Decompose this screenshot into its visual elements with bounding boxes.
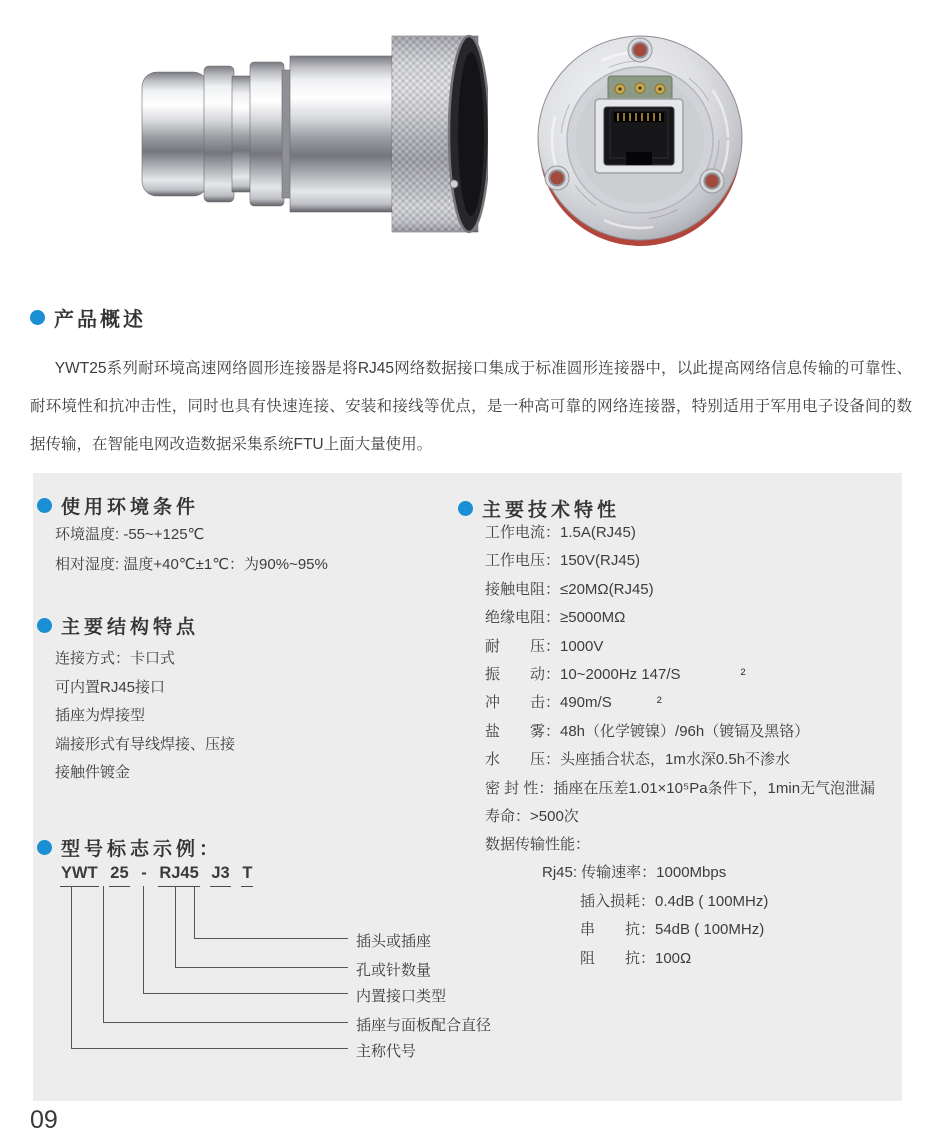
transmission-item: 阻 抗：100Ω [580, 949, 692, 967]
rj45-port [595, 99, 683, 173]
tech-spec-item: 冲 击：490m/S ² [485, 694, 662, 712]
tech-spec-item: 振 动：10~2000Hz 147/S ² [485, 666, 746, 684]
model-part: RJ45 [158, 864, 199, 887]
overview-title: 产品概述 [54, 309, 146, 331]
transmission-item: 插入损耗：0.4dB ( 100MHz) [580, 892, 769, 910]
bullet-icon [37, 840, 52, 855]
environment-item: 相对湿度: 温度+40℃±1℃：为90%~95% [55, 556, 328, 573]
model-title: 型号标志示例： [61, 839, 223, 860]
model-section-header [37, 834, 222, 861]
transmission-item: Rj45: 传输速率：1000Mbps [542, 864, 727, 881]
environment-section-header [37, 492, 199, 519]
model-part: J3 [210, 864, 230, 887]
bullet-icon [37, 498, 52, 513]
structure-item: 连接方式：卡口式 [55, 650, 176, 667]
model-part: YWT [60, 864, 99, 887]
coupling-nut [392, 36, 488, 232]
transmission-list [542, 859, 768, 973]
tech-section-header [458, 495, 620, 522]
model-part: 25 [109, 864, 129, 887]
mounting-hole [628, 38, 652, 62]
tech-spec-item: 接触电阻：≤20MΩ(RJ45) [485, 580, 654, 598]
callout-label: 插头或插座 [356, 933, 432, 950]
tech-spec-item: 密 封 性：插座在压差1.01×10⁵Pa条件下，1min无气泡泄漏 [485, 779, 876, 797]
bullet-icon [37, 618, 52, 633]
model-part-dash: - [141, 864, 147, 882]
environment-title: 使用环境条件 [61, 497, 200, 518]
receptacle-connector-photo [532, 28, 748, 252]
callout-label: 插座与面板配合直径 [356, 1017, 492, 1034]
overview-section-header [30, 303, 146, 332]
callout-label: 孔或针数量 [356, 962, 432, 979]
mounting-hole [700, 169, 724, 193]
callout-label: 内置接口类型 [356, 988, 447, 1005]
model-part: T [241, 864, 253, 887]
bullet-icon [30, 310, 45, 325]
structure-item: 插座为焊接型 [55, 707, 146, 724]
callout-label: 主称代号 [356, 1043, 417, 1060]
structure-item: 端接形式有导线焊接、压接 [55, 735, 236, 753]
tech-title: 主要技术特性 [482, 500, 621, 521]
screw-dot [450, 180, 458, 188]
tech-spec-item: 工作电流：1.5A(RJ45) [485, 524, 636, 541]
tech-spec-item: 盐 雾：48h（化学镀镍）/96h（镀镉及黑铬） [485, 722, 810, 740]
structure-title: 主要结构特点 [61, 617, 200, 638]
page-number: 09 [30, 1106, 58, 1129]
bullet-icon [458, 501, 473, 516]
structure-section-header [37, 612, 199, 639]
plug-connector-photo [138, 26, 488, 242]
structure-item: 接触件镀金 [55, 764, 131, 781]
environment-item: 环境温度: -55~+125℃ [55, 526, 205, 543]
plug-body [142, 56, 394, 212]
model-code [60, 864, 259, 887]
tech-spec-list [485, 519, 875, 860]
transmission-item: 串 抗：54dB ( 100MHz) [580, 921, 765, 938]
structure-list [55, 645, 235, 788]
mounting-hole [545, 166, 569, 190]
tech-spec-item: 工作电压：150V(RJ45) [485, 552, 641, 570]
tech-spec-item: 寿命：>500次 [485, 808, 579, 826]
environment-list [55, 520, 328, 580]
tech-spec-item: 数据传输性能： [485, 836, 591, 854]
tech-spec-item: 水 压：头座插合状态，1m水深0.5h不渗水 [485, 751, 791, 769]
tech-spec-item: 绝缘电阻：≥5000MΩ [485, 609, 626, 627]
structure-item: 可内置RJ45接口 [55, 678, 166, 696]
tech-spec-item: 耐 压：1000V [485, 637, 604, 655]
overview-paragraph: YWT25系列耐环境高速网络圆形连接器是将RJ45网络数据接口集成于标准圆形连接器中，以此提高网络信息传输的可靠性、耐环境性和抗冲击性，同时也具有快速连接、安装和接线等优点，是一种高可靠的网络连接器，特别适用于军用电子设备间的数据传输，在智能电网改造数据采集系统FTU上面大量使用。 [30, 360, 912, 453]
callout-line [71, 886, 348, 1049]
